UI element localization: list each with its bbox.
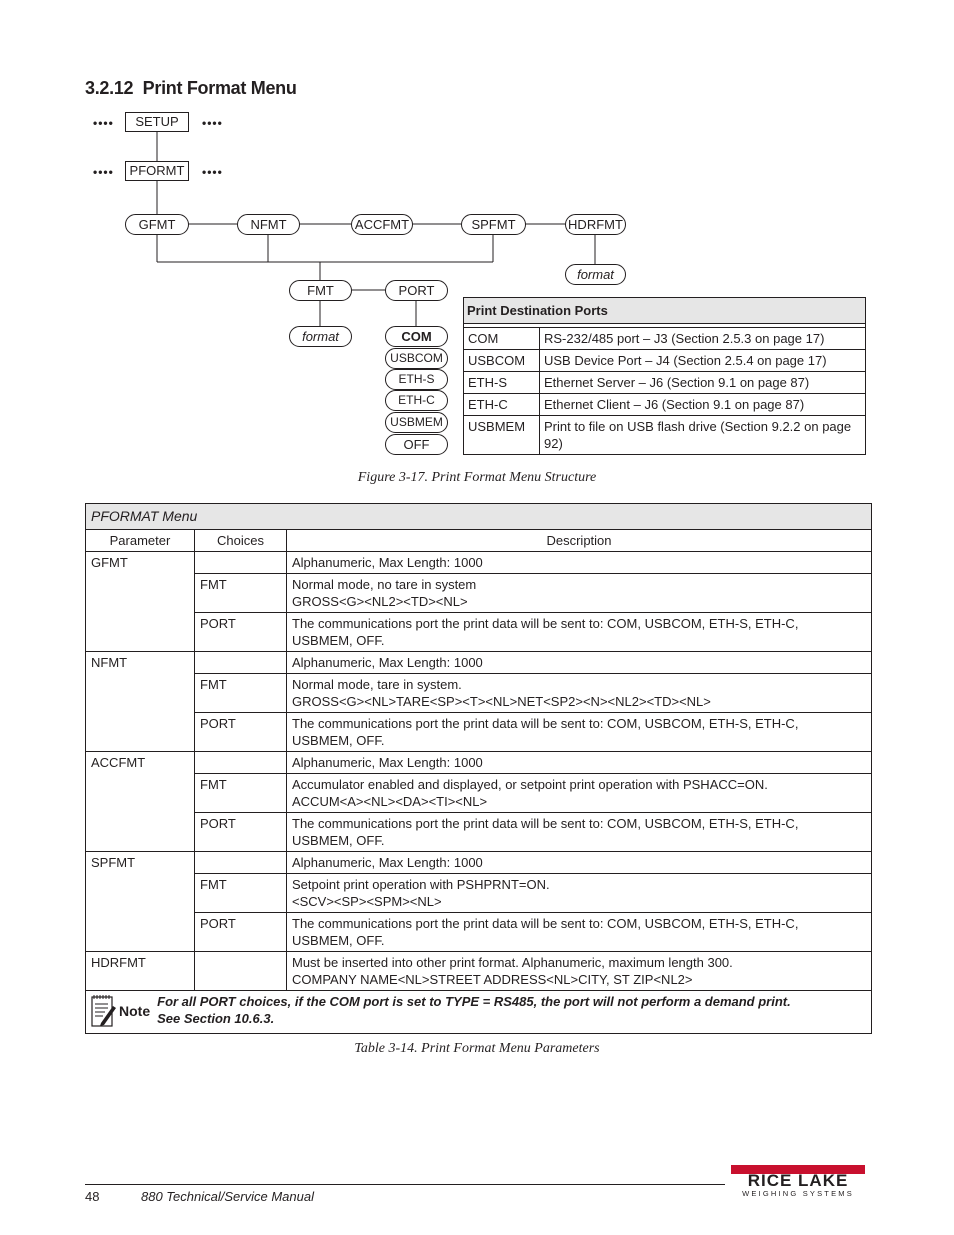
table-row [86, 952, 872, 991]
footer-rule [85, 1184, 725, 1185]
port-eths-node[interactable]: ETH-S [385, 369, 448, 390]
param-name: ACCFMT [86, 752, 195, 852]
pdp-port: ETH-C [464, 394, 540, 416]
note-text: For all PORT choices, if the COM port is set to TYPE = RS485, the port will not perform a demand print. See Section 10.6.3. [157, 994, 791, 1026]
left-dots: •••• [93, 116, 114, 130]
port-ethc-node[interactable]: ETH-C [385, 390, 448, 411]
col-description: Description [287, 530, 872, 552]
desc-cell: Alphanumeric, Max Length: 1000 [287, 552, 872, 574]
print-destination-ports-table [463, 297, 866, 455]
section-title: Print Format Menu [142, 78, 297, 98]
desc-cell: Alphanumeric, Max Length: 1000 [287, 852, 872, 874]
desc-cell: The communications port the print data will be sent to: COM, USBCOM, ETH-S, ETH-C, USBMEM, OFF. [287, 713, 872, 752]
table-row [86, 874, 872, 913]
hdrfmt-format-node[interactable]: format [565, 264, 626, 285]
fmt-node[interactable]: FMT [289, 280, 352, 301]
param-name: SPFMT [86, 852, 195, 952]
pdp-port: USBCOM [464, 350, 540, 372]
pdp-port: USBMEM [464, 416, 540, 455]
pdp-desc: Ethernet Server – J6 (Section 9.1 on page 87) [540, 372, 866, 394]
choice-cell: PORT [195, 913, 287, 952]
note-label: Note [119, 1003, 151, 1019]
desc-cell: Alphanumeric, Max Length: 1000 [287, 652, 872, 674]
left-dots: •••• [93, 165, 114, 179]
table-row [464, 372, 866, 394]
section-number: 3.2.12 [85, 78, 134, 98]
logo-subtitle: WEIGHING SYSTEMS [742, 1189, 854, 1198]
table-row [86, 674, 872, 713]
table-row [86, 813, 872, 852]
choice-cell: PORT [195, 613, 287, 652]
manual-title: 880 Technical/Service Manual [141, 1189, 314, 1204]
params-title: PFORMAT Menu [86, 504, 872, 530]
table-caption: Table 3-14. Print Format Menu Parameters [354, 1041, 600, 1056]
table-row [86, 652, 872, 674]
choice-cell: FMT [195, 574, 287, 613]
nfmt-node[interactable]: NFMT [237, 214, 300, 235]
choice-cell [195, 852, 287, 874]
table-row [86, 852, 872, 874]
table-row [86, 613, 872, 652]
pdp-desc: Print to file on USB flash drive (Section 9.2.2 on page 92) [540, 416, 866, 455]
table-row [86, 774, 872, 813]
pdp-port: ETH-S [464, 372, 540, 394]
right-dots: •••• [202, 116, 223, 130]
page-number: 48 [85, 1189, 100, 1204]
desc-cell: Alphanumeric, Max Length: 1000 [287, 752, 872, 774]
desc-cell: Must be inserted into other print format. Alphanumeric, maximum length 300. COMPANY NAME<NL>STREET ADDRESS<NL>CITY, ST ZIP<NL2> [287, 952, 872, 991]
choice-cell: PORT [195, 813, 287, 852]
choice-cell [195, 952, 287, 991]
choice-cell [195, 652, 287, 674]
choice-cell: PORT [195, 713, 287, 752]
note-icon [89, 993, 117, 1029]
table-row [86, 752, 872, 774]
pdp-title: Print Destination Ports [464, 298, 866, 324]
hdrfmt-node[interactable]: HDRFMT [565, 214, 626, 235]
spfmt-node[interactable]: SPFMT [461, 214, 526, 235]
note-row [86, 991, 872, 1034]
pdp-desc: Ethernet Client – J6 (Section 9.1 on page 87) [540, 394, 866, 416]
table-row [86, 574, 872, 613]
col-parameter: Parameter [86, 530, 195, 552]
port-node[interactable]: PORT [385, 280, 448, 301]
pdp-port: COM [464, 328, 540, 350]
param-name: HDRFMT [86, 952, 195, 991]
figure-caption: Figure 3-17. Print Format Menu Structure [357, 470, 597, 485]
choice-cell: FMT [195, 774, 287, 813]
pformt-node[interactable]: PFORMT [125, 161, 189, 181]
setup-node[interactable]: SETUP [125, 112, 189, 132]
desc-cell: Accumulator enabled and displayed, or setpoint print operation with PSHACC=ON. ACCUM<A><NL><DA><TI><NL> [287, 774, 872, 813]
table-row [86, 913, 872, 952]
pformat-parameters-table [85, 503, 872, 1034]
param-name: NFMT [86, 652, 195, 752]
table-row [86, 552, 872, 574]
table-row [464, 394, 866, 416]
pdp-desc: RS-232/485 port – J3 (Section 2.5.3 on page 17) [540, 328, 866, 350]
rice-lake-logo [729, 1165, 867, 1198]
desc-cell: The communications port the print data will be sent to: COM, USBCOM, ETH-S, ETH-C, USBMEM, OFF. [287, 613, 872, 652]
choice-cell: FMT [195, 874, 287, 913]
desc-cell: Setpoint print operation with PSHPRNT=ON. <SCV><SP><SPM><NL> [287, 874, 872, 913]
desc-cell: The communications port the print data will be sent to: COM, USBCOM, ETH-S, ETH-C, USBMEM, OFF. [287, 913, 872, 952]
port-usbcom-node[interactable]: USBCOM [385, 348, 448, 369]
port-usbmem-node[interactable]: USBMEM [385, 412, 448, 433]
port-com-node[interactable]: COM [385, 326, 448, 347]
pdp-desc: USB Device Port – J4 (Section 2.5.4 on page 17) [540, 350, 866, 372]
accfmt-node[interactable]: ACCFMT [351, 214, 413, 235]
choice-cell [195, 552, 287, 574]
table-row [86, 713, 872, 752]
choice-cell: FMT [195, 674, 287, 713]
table-row [464, 350, 866, 372]
col-choices: Choices [195, 530, 287, 552]
table-row [464, 328, 866, 350]
desc-cell: Normal mode, no tare in system GROSS<G><NL2><TD><NL> [287, 574, 872, 613]
gfmt-node[interactable]: GFMT [125, 214, 189, 235]
port-off-node[interactable]: OFF [385, 434, 448, 455]
right-dots: •••• [202, 165, 223, 179]
desc-cell: Normal mode, tare in system. GROSS<G><NL>TARE<SP><T><NL>NET<SP2><N><NL2><TD><NL> [287, 674, 872, 713]
choice-cell [195, 752, 287, 774]
param-name: GFMT [86, 552, 195, 652]
fmt-format-node[interactable]: format [289, 326, 352, 347]
table-row [464, 416, 866, 455]
desc-cell: The communications port the print data will be sent to: COM, USBCOM, ETH-S, ETH-C, USBMEM, OFF. [287, 813, 872, 852]
logo-wordmark: RICE LAKE [747, 1171, 849, 1190]
